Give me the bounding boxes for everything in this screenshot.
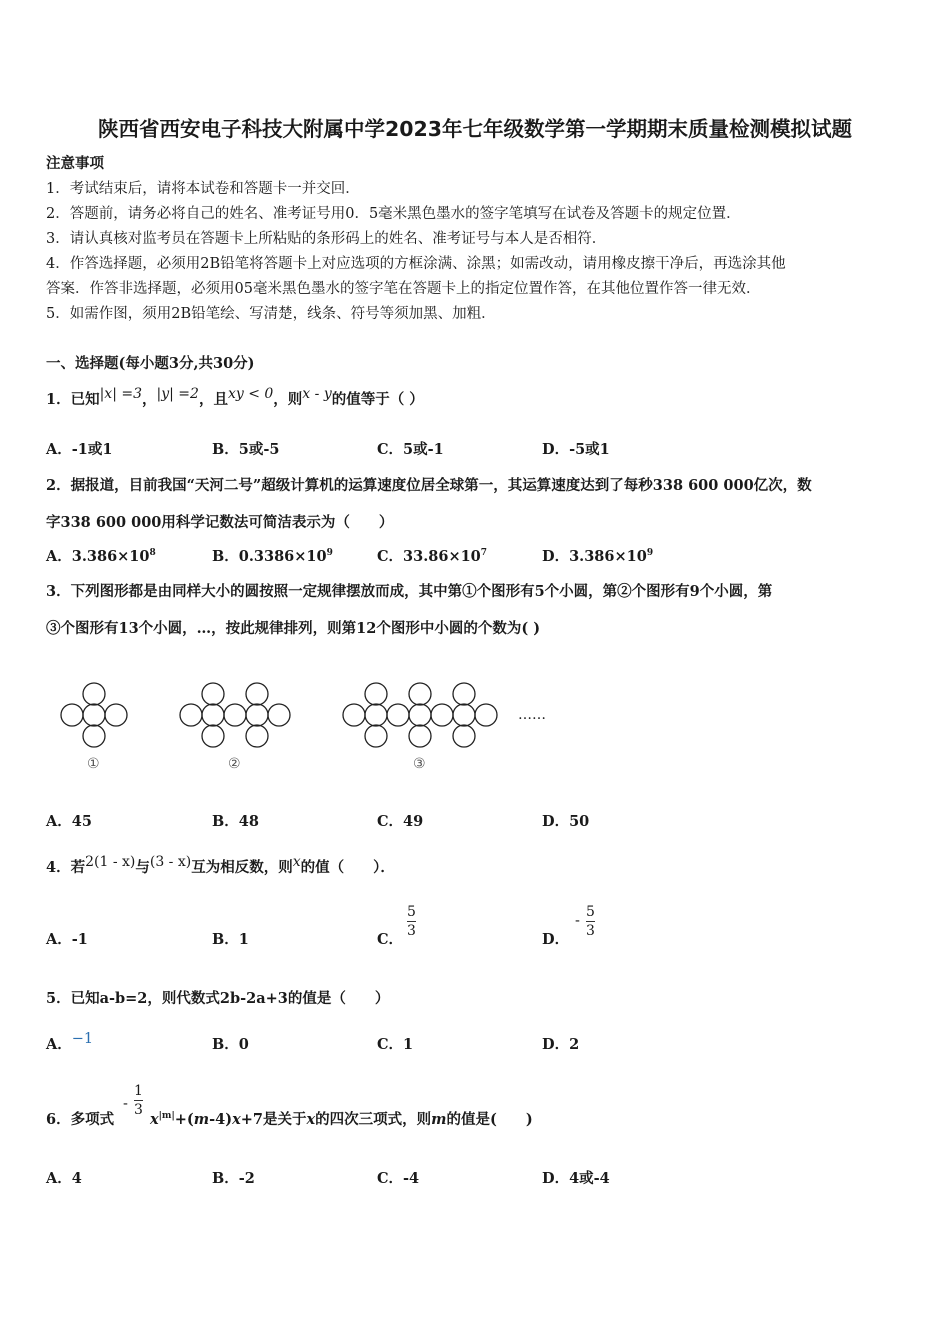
small-circle <box>83 704 105 726</box>
fraction-denominator: 3 <box>407 923 416 939</box>
small-circle <box>246 704 268 726</box>
small-circle <box>202 683 224 705</box>
figure-label-1: ① <box>87 756 100 772</box>
notice-item: 2．答题前，请务必将自己的姓名、准考证号用0．5毫米黑色墨水的签字笔填写在试卷及答题卡的规定位置． <box>46 206 741 222</box>
small-circle <box>202 704 224 726</box>
notice-heading: 注意事项 <box>46 155 104 172</box>
notice-item: 3．请认真核对监考员在答题卡上所粘贴的条形码上的姓名、准考证号与本人是否相符． <box>46 231 607 247</box>
q4-text: 4．若 <box>46 859 86 876</box>
q6-var: x <box>150 1111 159 1128</box>
q2-option-b <box>212 545 333 566</box>
q1-option-c: C．5或-1 <box>377 441 444 458</box>
fraction-numerator: 1 <box>134 1083 143 1099</box>
q5-option-b-label: B． <box>212 1036 239 1053</box>
q1-option-a: A．-1或1 <box>46 441 113 458</box>
q4-math: 2(1 - x) <box>85 854 136 870</box>
q4-option-d-fraction <box>586 903 595 940</box>
notice-item: 4．作答选择题，必须用2B铅笔将答题卡上对应选项的方框涂满、涂黑；如需改动，请用橡皮擦干净后，再选涂其他 <box>46 256 786 272</box>
small-circle <box>387 704 409 726</box>
q6-text: 6．多项式 <box>46 1111 115 1128</box>
small-circle <box>365 683 387 705</box>
q6-text: +7是关于 <box>240 1111 307 1128</box>
q1-text: ，则 <box>273 391 303 408</box>
q6-text: +( <box>174 1111 194 1128</box>
q4-math: x <box>292 854 301 870</box>
small-circle <box>475 704 497 726</box>
q2-option-b-exp: 9 <box>326 548 333 559</box>
small-circle <box>409 725 431 747</box>
q5-option-c <box>377 1033 413 1054</box>
q4-option-a: A．-1 <box>46 931 88 948</box>
small-circle <box>202 725 224 747</box>
q5-option-b <box>212 1033 249 1054</box>
q6-var: m <box>193 1111 210 1128</box>
fraction-numerator: 5 <box>407 904 416 920</box>
question-3-line2: ③个图形有13个小圆，…，按此规律排列，则第12个图形中小圆的个数为( ) <box>46 620 541 637</box>
fraction-denominator: 3 <box>586 923 595 939</box>
small-circle <box>365 704 387 726</box>
question-2-line2: 字338 600 000用科学记数法可简洁表示为（ ） <box>46 514 394 531</box>
q1-text: 1．已知 <box>46 391 100 408</box>
q2-option-a-exp: 8 <box>149 548 156 559</box>
q4-option-d: D． <box>542 931 570 948</box>
fraction-numerator: 5 <box>586 904 595 920</box>
circle-pattern-figure <box>55 678 575 778</box>
q3-option-a: A．45 <box>46 813 92 830</box>
q4-option-c: C． <box>377 931 404 948</box>
question-4 <box>46 856 395 877</box>
small-circle <box>61 704 83 726</box>
q6-fraction <box>134 1082 143 1119</box>
small-circle <box>268 704 290 726</box>
small-circle <box>365 725 387 747</box>
q6-sign: - <box>123 1096 128 1112</box>
small-circle <box>246 683 268 705</box>
small-circle <box>409 683 431 705</box>
q4-math: (3 - x) <box>149 854 192 870</box>
pattern-figure-1 <box>61 683 127 747</box>
small-circle <box>409 704 431 726</box>
q2-option-d-exp: 9 <box>646 548 654 559</box>
small-circle <box>83 725 105 747</box>
notice-item: 5．如需作图，须用2B铅笔绘、写清楚，线条、符号等须加黑、加粗． <box>46 306 496 322</box>
notice-item: 答案．作答非选择题，必须用05毫米黑色墨水的签字笔在答题卡上的指定位置作答，在其他位置作答一律无效． <box>46 281 761 297</box>
q1-math: |y| =2 <box>156 386 199 402</box>
q1-math: x - y <box>302 386 332 402</box>
question-1 <box>46 388 424 409</box>
q3-option-c: C．49 <box>377 813 424 830</box>
small-circle <box>453 725 475 747</box>
pattern-figure-3 <box>343 683 497 747</box>
q1-math: |x| =3 <box>99 386 143 402</box>
q5-option-a <box>46 1033 93 1054</box>
q5-option-d-label: D． <box>542 1036 570 1053</box>
q6-option-d: D．4或-4 <box>542 1170 610 1187</box>
q4-option-d-sign: - <box>575 913 580 929</box>
small-circle <box>180 704 202 726</box>
q6-text: 的值是( ) <box>446 1111 533 1128</box>
small-circle <box>453 704 475 726</box>
q1-math: xy < 0 <box>227 386 274 402</box>
q6-var: x <box>232 1111 241 1128</box>
figure-label-2: ② <box>228 756 241 772</box>
q4-option-b: B．1 <box>212 931 249 948</box>
q4-text: 互为相反数，则 <box>191 859 293 876</box>
q3-option-b: B．48 <box>212 813 259 830</box>
pattern-figure-2 <box>180 683 290 747</box>
question-6 <box>46 1108 114 1129</box>
q6-text: 的四次三项式，则 <box>315 1111 432 1128</box>
question-3-line1: 3．下列图形都是由同样大小的圆按照一定规律摆放而成，其中第①个图形有5个小圆，第②个图形有9个小圆，第 <box>46 583 773 600</box>
section-heading: 一、选择题(每小题3分,共30分) <box>46 355 255 372</box>
q2-option-d-label: D．3.386×10 <box>542 548 647 565</box>
question-5: 5．已知a-b=2，则代数式2b-2a+3的值是（ ） <box>46 990 390 1007</box>
q2-option-b-label: B．0.3386×10 <box>212 548 327 565</box>
q1-option-d: D．-5或1 <box>542 441 610 458</box>
q3-option-d: D．50 <box>542 813 590 830</box>
q5-option-d <box>542 1033 579 1054</box>
q6-exp: |m| <box>158 1111 175 1122</box>
figure-ellipsis: …… <box>518 707 546 723</box>
question-2-line1: 2．据报道，目前我国“天河二号”超级计算机的运算速度位居全球第一，其运算速度达到了每秒338 600 000亿次，数 <box>46 477 812 494</box>
q5-option-b-value: 0 <box>238 1036 249 1053</box>
small-circle <box>224 704 246 726</box>
q6-var: x <box>306 1111 316 1128</box>
page-title: 陕西省西安电子科技大附属中学2023年七年级数学第一学期期末质量检测模拟试题 <box>97 117 853 141</box>
fraction-denominator: 3 <box>134 1102 143 1118</box>
q6-text: -4) <box>209 1111 233 1128</box>
small-circle <box>105 704 127 726</box>
q6-option-b: B．-2 <box>212 1170 255 1187</box>
q1-text: ，且 <box>198 391 228 408</box>
small-circle <box>343 704 365 726</box>
q4-option-c-fraction <box>407 903 416 940</box>
q4-text: 的值（ ）． <box>300 859 395 876</box>
q2-option-a-label: A．3.386×10 <box>46 548 150 565</box>
q6-var: m <box>431 1111 447 1128</box>
q2-option-c-exp: 7 <box>480 548 488 559</box>
q4-text: 与 <box>135 859 150 876</box>
figure-label-3: ③ <box>413 756 426 772</box>
q1-text: ， <box>142 391 157 408</box>
small-circle <box>83 683 105 705</box>
q6-option-c: C．-4 <box>377 1170 420 1187</box>
q5-option-c-label: C． <box>377 1036 404 1053</box>
q1-option-b: B．5或-5 <box>212 441 280 458</box>
q2-option-c <box>377 545 487 566</box>
notice-item: 1．考试结束后，请将本试卷和答题卡一并交回． <box>46 181 360 197</box>
q2-option-a <box>46 545 156 566</box>
q5-option-d-value: 2 <box>569 1036 580 1053</box>
question-6-rest <box>150 1108 533 1129</box>
small-circle <box>431 704 453 726</box>
small-circle <box>453 683 475 705</box>
q5-option-a-value: −1 <box>71 1031 94 1047</box>
q2-option-c-label: C．33.86×10 <box>377 548 481 565</box>
q5-option-a-label: A． <box>46 1036 72 1053</box>
q2-option-d <box>542 545 653 566</box>
q1-text: 的值等于（ ） <box>331 391 424 408</box>
q6-option-a: A．4 <box>46 1170 82 1187</box>
small-circle <box>246 725 268 747</box>
q5-option-c-value: 1 <box>403 1036 414 1053</box>
